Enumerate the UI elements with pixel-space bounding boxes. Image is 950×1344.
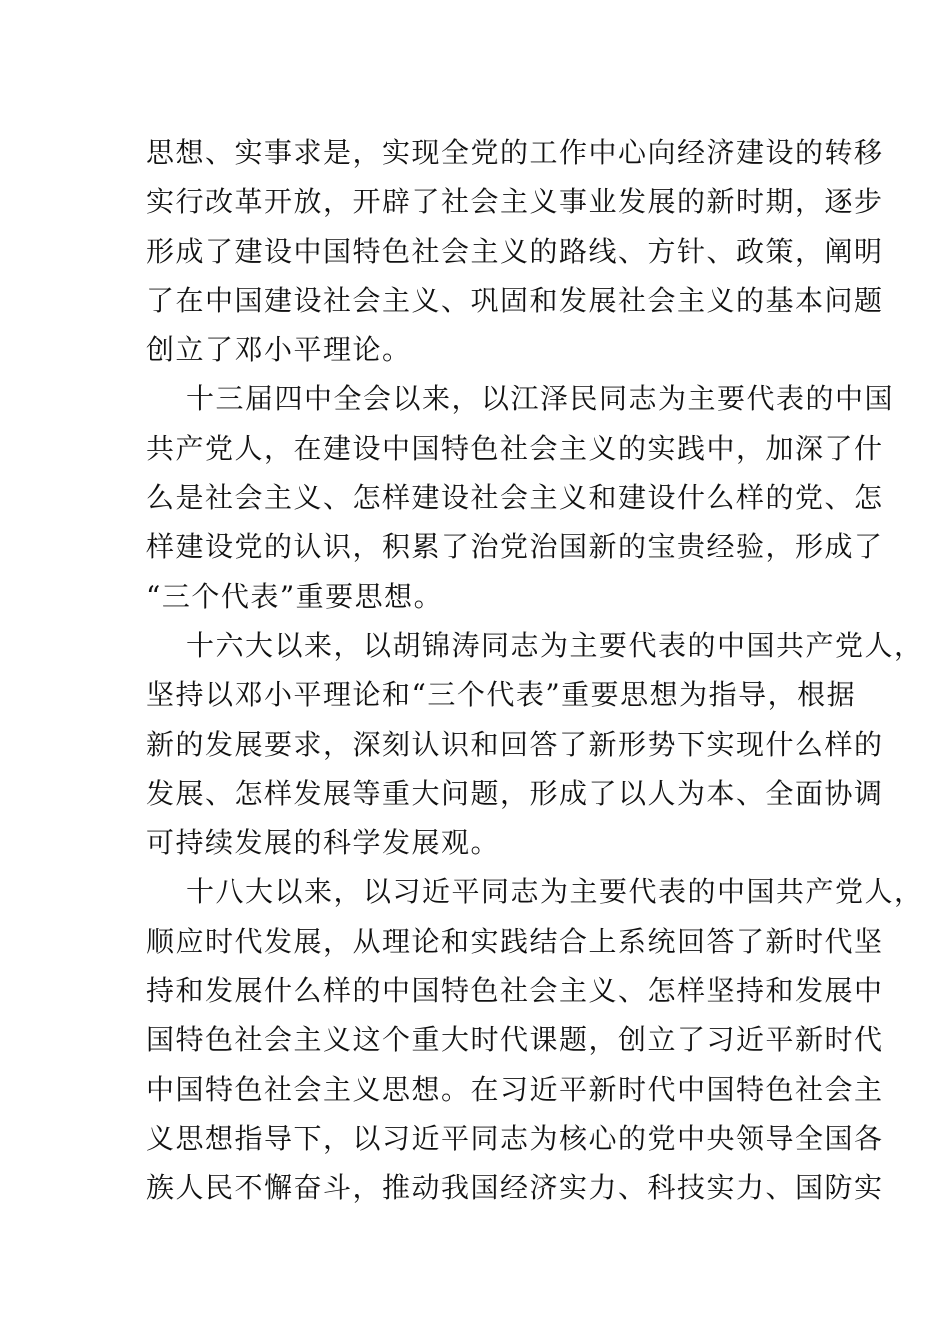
text-line: 十八大以来，以习近平同志为主要代表的中国共产党人， (186, 875, 924, 909)
text-line: 样建设党的认识，积累了治党治国新的宝贵经验，形成了 (146, 530, 884, 564)
document-body (146, 128, 924, 1213)
text-line: “三个代表”重要思想。 (146, 579, 444, 613)
text-line: 坚持以邓小平理论和“三个代表”重要思想为指导，根据 (146, 678, 857, 712)
text-line: 创立了邓小平理论。 (146, 333, 412, 367)
text-line: 持和发展什么样的中国特色社会主义、怎样坚持和发展中 (146, 974, 884, 1008)
text-line: 么是社会主义、怎样建设社会主义和建设什么样的党、怎 (146, 481, 884, 515)
text-line: 新的发展要求，深刻认识和回答了新形势下实现什么样的 (146, 727, 884, 761)
text-line: 形成了建设中国特色社会主义的路线、方针、政策，阐明 (146, 234, 884, 268)
text-line: 了在中国建设社会主义、巩固和发展社会主义的基本问题 (146, 283, 884, 317)
text-line: 族人民不懈奋斗，推动我国经济实力、科技实力、国防实 (146, 1171, 884, 1205)
text-line: 发展、怎样发展等重大问题，形成了以人为本、全面协调 (146, 776, 884, 810)
text-line: 实行改革开放，开辟了社会主义事业发展的新时期，逐步 (146, 185, 884, 219)
paragraph-1 (146, 128, 884, 374)
text-line: 中国特色社会主义思想。在习近平新时代中国特色社会主 (146, 1072, 884, 1106)
text-line: 国特色社会主义这个重大时代课题，创立了习近平新时代 (146, 1023, 884, 1057)
text-line: 十三届四中全会以来，以江泽民同志为主要代表的中国 (186, 382, 895, 416)
text-line: 十六大以来，以胡锦涛同志为主要代表的中国共产党人， (186, 628, 924, 662)
text-line: 共产党人，在建设中国特色社会主义的实践中，加深了什 (146, 431, 884, 465)
text-line: 顺应时代发展，从理论和实践结合上系统回答了新时代坚 (146, 924, 884, 958)
paragraph-4 (146, 867, 924, 1212)
paragraph-3 (146, 621, 924, 867)
text-line: 义思想指导下，以习近平同志为核心的党中央领导全国各 (146, 1121, 884, 1155)
text-line: 思想、实事求是，实现全党的工作中心向经济建设的转移 (146, 136, 884, 169)
text-line: 可持续发展的科学发展观。 (146, 826, 501, 860)
paragraph-2 (146, 374, 895, 620)
